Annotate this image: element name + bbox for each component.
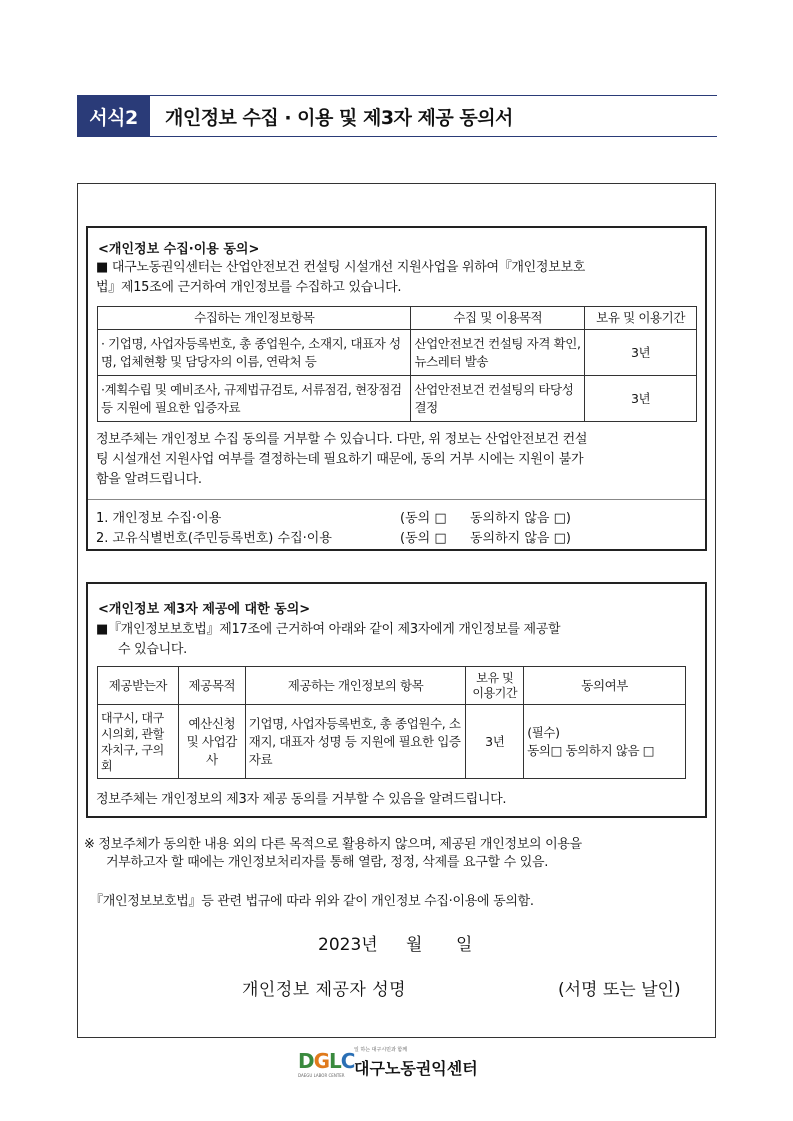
logo-mark: DGLC xyxy=(298,1049,355,1073)
notice-line: 정보주체는 개인정보의 제3자 제공 동의를 거부할 수 있음을 알려드립니다. xyxy=(96,792,507,807)
table-header: 동의여부 xyxy=(524,667,686,705)
third-party-table xyxy=(97,666,686,779)
note-line: ※ 정보주체가 동의한 내용 외의 다른 목적으로 활용하지 않으며, 제공된 개인정보의 이용을 xyxy=(84,837,582,852)
table-row xyxy=(98,330,697,376)
intro-line: 법』제15조에 근거하여 개인정보를 수집하고 있습니다. xyxy=(96,280,402,295)
date-month: 월 xyxy=(406,935,423,955)
section-title: <개인정보 수집·이용 동의> xyxy=(98,242,260,257)
form-title: 개인정보 수집 · 이용 및 제3자 제공 동의서 xyxy=(165,106,513,129)
table-header: 보유 및 이용기간 xyxy=(466,667,524,705)
signer-label: 개인정보 제공자 성명 xyxy=(242,980,407,1000)
table-header: 보유 및 이용기간 xyxy=(585,307,697,330)
third-party-consent-section xyxy=(86,582,707,818)
logo-slogan: 일 하는 대구시민과 함께 xyxy=(354,1046,408,1053)
consent-label: 1. 개인정보 수집·이용 xyxy=(96,511,222,526)
table-cell: 대구시, 대구시의회, 관할자치구, 구의회 xyxy=(98,705,179,779)
intro-line: 수 있습니다. xyxy=(118,642,187,657)
consent-label: 2. 고유식별번호(주민등록번호) 수집·이용 xyxy=(96,531,332,546)
date-day: 일 xyxy=(456,935,473,955)
note-line: 거부하고자 할 때에는 개인정보처리자를 통해 열람, 정정, 삭제를 요구할 수 있음. xyxy=(106,855,549,870)
form-header xyxy=(77,95,717,137)
agree-checkbox[interactable]: (동의 □ xyxy=(400,531,447,546)
table-cell: 예산신청 및 사업감사 xyxy=(178,705,245,779)
form-number-badge: 서식2 xyxy=(77,95,150,137)
table-cell: · 기업명, 사업자등록번호, 총 종업원수, 소재지, 대표자 성명, 업체현황 및 담당자의 이름, 연락처 등 xyxy=(98,330,411,376)
collection-table xyxy=(97,306,697,422)
collection-consent-section xyxy=(86,226,707,551)
table-header: 수집 및 이용목적 xyxy=(411,307,585,330)
logo-name: 대구노동권익센터 xyxy=(354,1058,478,1078)
agree-checkbox[interactable]: (동의 □ xyxy=(400,511,447,526)
consent-cell[interactable] xyxy=(524,705,686,779)
table-row xyxy=(98,376,697,422)
disagree-checkbox[interactable]: 동의하지 않음 □) xyxy=(470,531,571,546)
required-label: (필수) xyxy=(527,724,560,740)
notice-line: 팅 시설개선 지원사업 여부를 결정하는데 필요하기 때문에, 동의 거부 시에는 지원이 불가 xyxy=(96,452,584,467)
consent-option-2[interactable] xyxy=(96,527,332,546)
table-cell: ·계획수립 및 예비조사, 규제법규검토, 서류점검, 현장점검 등 지원에 필요한 입증자료 xyxy=(98,376,411,422)
table-header: 수집하는 개인정보항목 xyxy=(98,307,411,330)
section-title: <개인정보 제3자 제공에 대한 동의> xyxy=(98,602,311,617)
table-header: 제공목적 xyxy=(178,667,245,705)
table-cell: 산업안전보건 컨설팅 자격 확인, 뉴스레터 발송 xyxy=(411,330,585,376)
table-cell: 3년 xyxy=(585,330,697,376)
table-cell: 산업안전보건 컨설팅의 타당성 결정 xyxy=(411,376,585,422)
intro-line: ■ 대구노동권익센터는 산업안전보건 컨설팅 시설개선 지원사업을 위하여『개인정보보호 xyxy=(96,260,585,275)
logo-subtext: DAEGU LABOR CENTER xyxy=(298,1073,345,1078)
disagree-checkbox[interactable]: 동의하지 않음 □) xyxy=(470,511,571,526)
center-logo xyxy=(298,1046,478,1079)
consent-option-1[interactable] xyxy=(96,507,221,526)
notice-line: 정보주체는 개인정보 수집 동의를 거부할 수 있습니다. 다만, 위 정보는 산업안전보건 컨설 xyxy=(96,432,588,447)
consent-statement: 『개인정보보호법』등 관련 법규에 따라 위와 같이 개인정보 수집·이용에 동의함. xyxy=(90,894,534,909)
consent-checkboxes[interactable]: 동의□ 동의하지 않음 □ xyxy=(527,742,655,758)
date-year: 2023년 xyxy=(318,935,378,955)
notice-line: 함을 알려드립니다. xyxy=(96,472,202,487)
table-row xyxy=(98,705,686,779)
table-cell: 3년 xyxy=(585,376,697,422)
table-header: 제공하는 개인정보의 항목 xyxy=(245,667,466,705)
table-cell: 기업명, 사업자등록번호, 총 종업원수, 소재지, 대표자 성명 등 지원에 필요한 입증자료 xyxy=(245,705,466,779)
table-cell: 3년 xyxy=(466,705,524,779)
table-header: 제공받는자 xyxy=(98,667,179,705)
intro-line: ■『개인정보보호법』제17조에 근거하여 아래와 같이 제3자에게 개인정보를 제공할 xyxy=(96,622,561,637)
signature-hint[interactable]: (서명 또는 날인) xyxy=(558,980,681,1000)
